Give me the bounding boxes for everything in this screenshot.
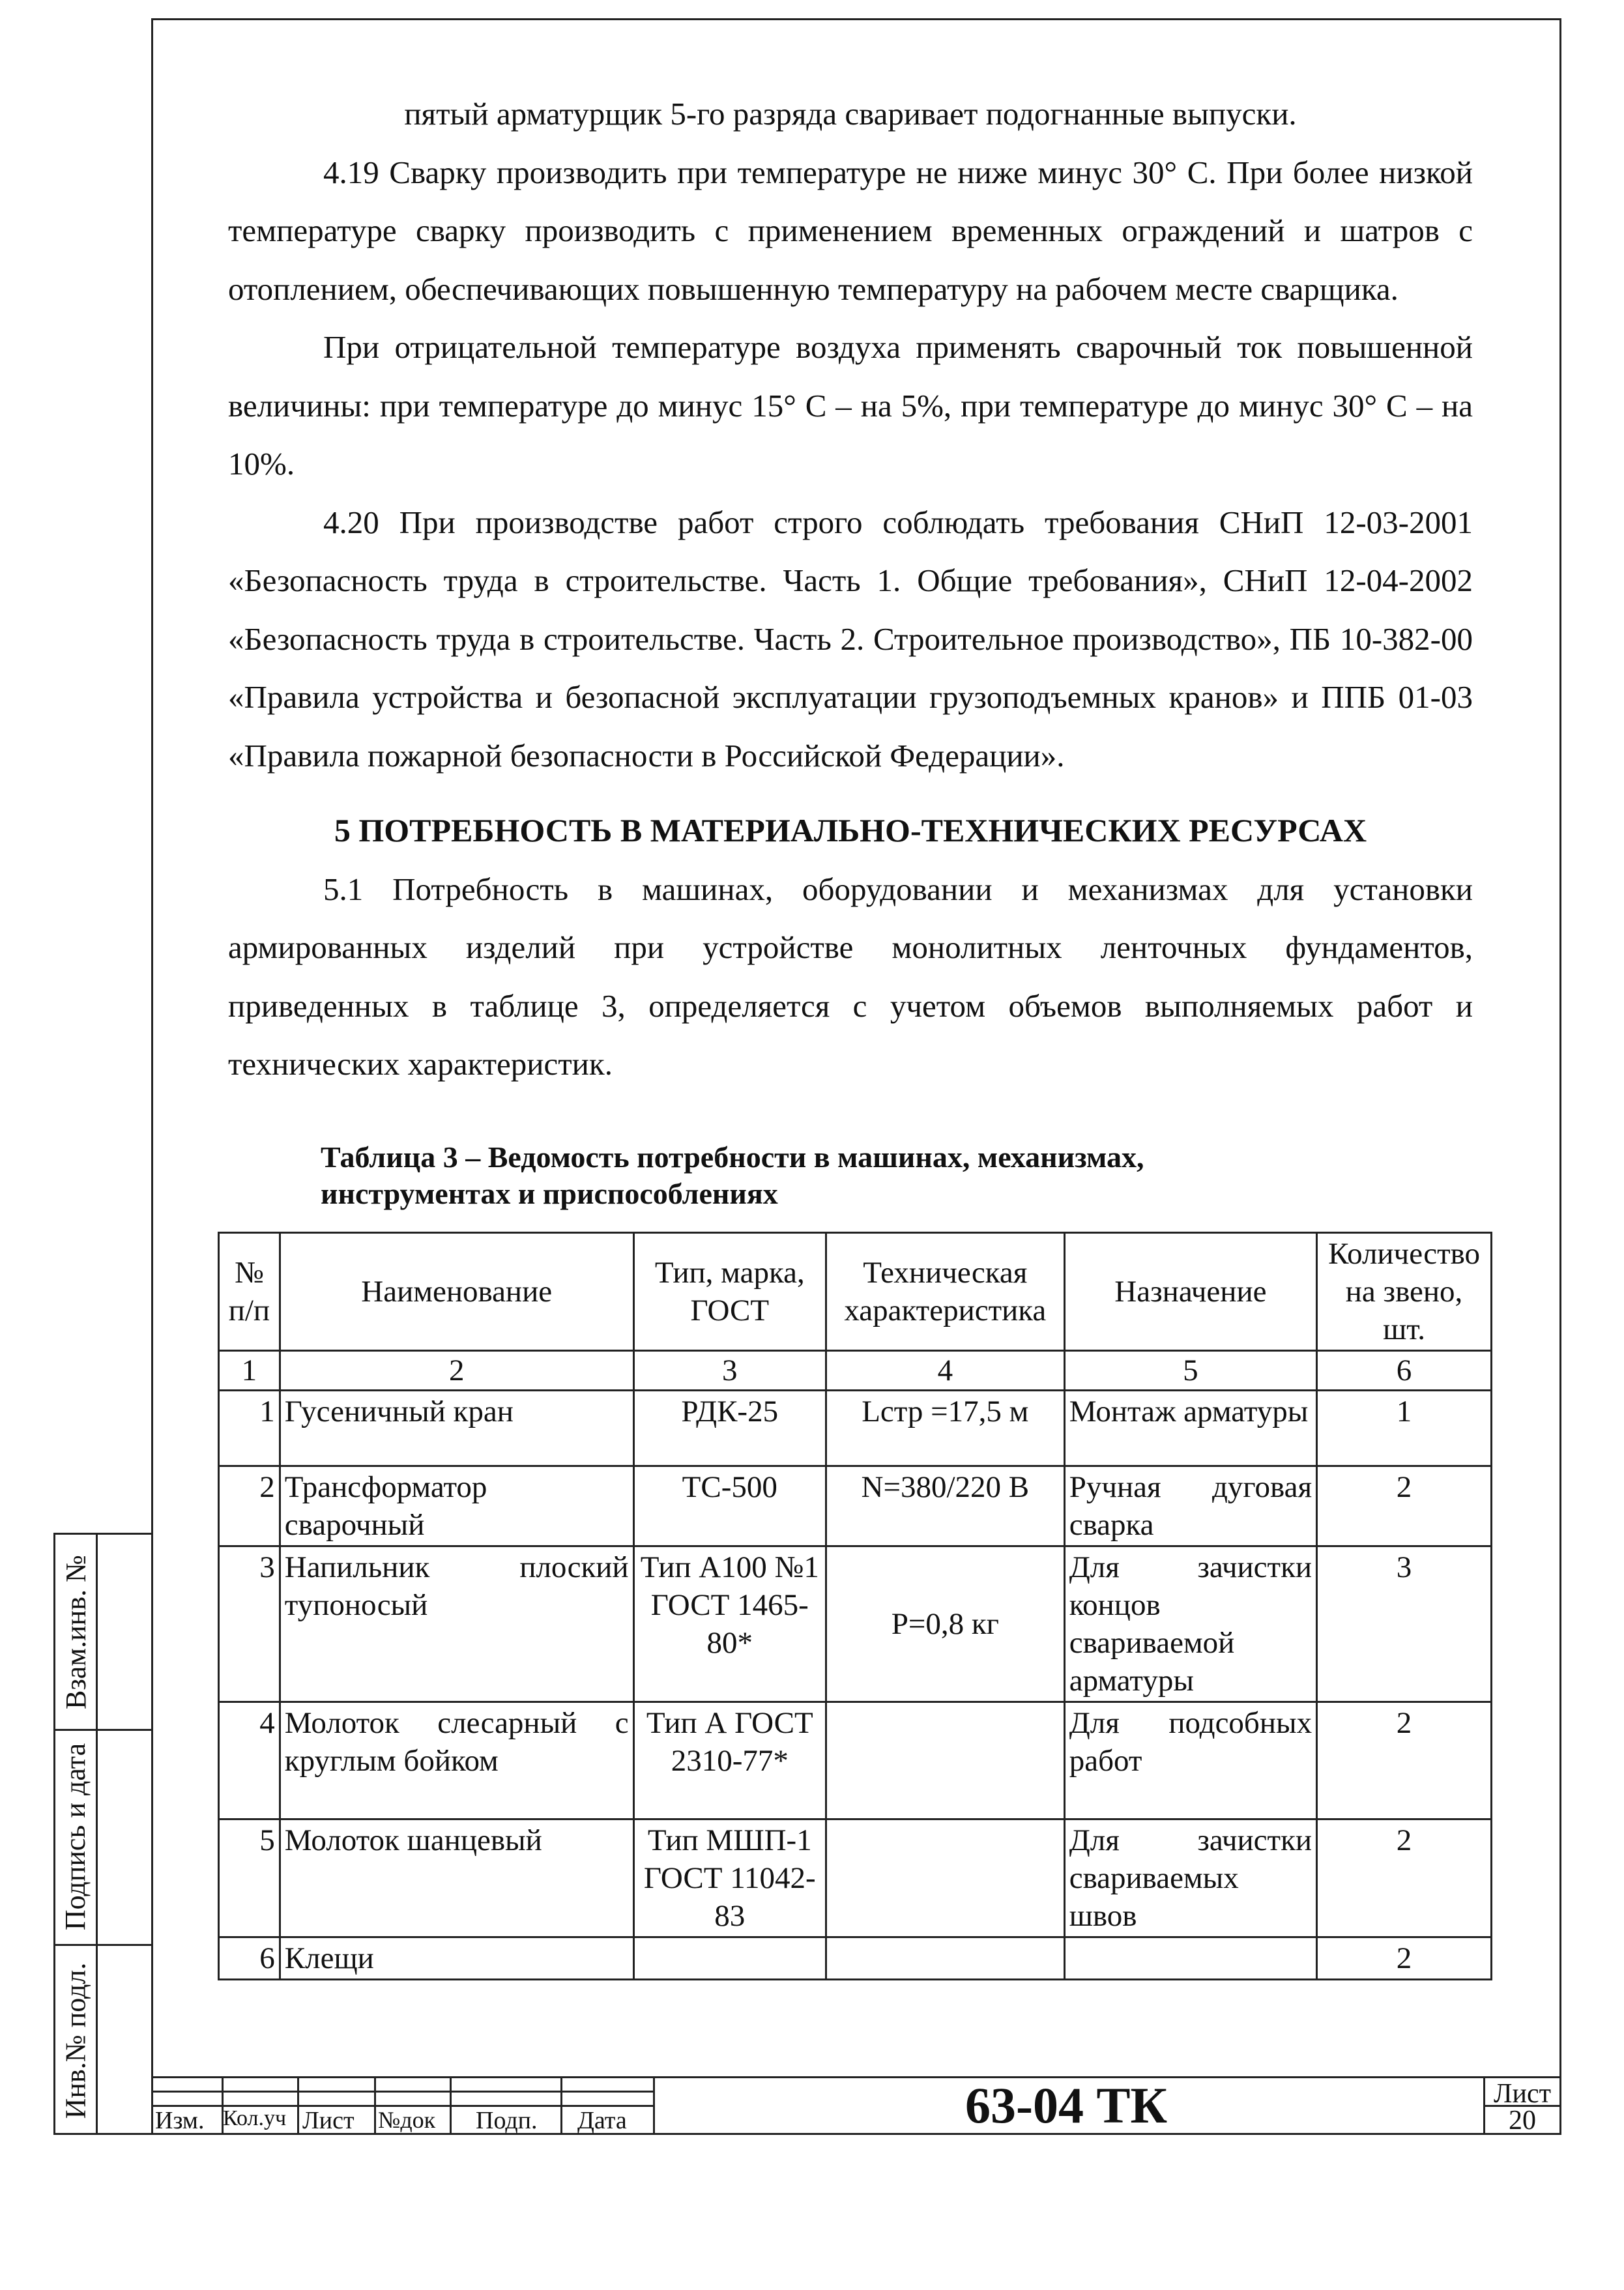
column-number: 2 [280,1351,633,1391]
cell-no: 6 [219,1937,280,1980]
document-code: 63-04 ТК [964,2077,1168,2134]
table-caption-line: инструментах и приспособлениях [321,1177,778,1210]
table-caption-line: Таблица 3 – Ведомость потребности в машинах, механизмах, [321,1140,1144,1174]
cell-type: РДК-25 [633,1391,826,1466]
cell-spec: N=380/220 В [826,1466,1064,1546]
cell-name: Молоток шанцевый [280,1819,633,1937]
cell-no: 5 [219,1819,280,1937]
cell-purpose [1064,1937,1316,1980]
column-number: 3 [633,1351,826,1391]
cell-purpose: Ручная дуговая сварка [1064,1466,1316,1546]
cell-no: 3 [219,1546,280,1702]
stamp-label: Изм. [155,2107,205,2134]
cell-no: 2 [219,1466,280,1546]
paragraph: 4.19 Сварку производить при температуре не ниже минус 30° С. При более низкой температуре сварку производить с применением временных ограждений и шатров с отоплением, обеспечивающих повышенную температуру на рабочем месте сварщика. [228,154,1473,307]
cell-spec: Lстр =17,5 м [826,1391,1064,1466]
cell-name: Трансформатор сварочный [280,1466,633,1546]
sheet-label: Лист [1494,2079,1551,2109]
cell-spec [826,1702,1064,1819]
cell-purpose: Для подсобных работ [1064,1702,1316,1819]
cell-spec [826,1937,1064,1980]
sign-date-label: Подпись и дата [59,1743,92,1930]
cell-purpose: Монтаж арматуры [1064,1391,1316,1466]
column-number: 6 [1317,1351,1492,1391]
table-header: Количество на звено, шт. [1317,1233,1492,1351]
cell-type: ТС-500 [633,1466,826,1546]
cell-name: Клещи [280,1937,633,1980]
column-number: 5 [1064,1351,1316,1391]
body-text [228,85,1473,1094]
column-number: 1 [219,1351,280,1391]
cell-qty: 2 [1317,1937,1492,1980]
cell-type: Тип А ГОСТ 2310-77* [633,1702,826,1819]
stamp-label: Подп. [476,2107,538,2134]
table-row [219,1702,1492,1819]
table-row [219,1391,1492,1466]
table-header: Тип, марка, ГОСТ [633,1233,826,1351]
table-row [219,1546,1492,1702]
binding-strip [53,1533,151,2135]
paragraph: При отрицательной температуре воздуха применять сварочный ток повышенной величины: при температуре до минус 15° С – на 5%, при температуре до минус 30° С – на 10%. [228,329,1473,482]
cell-qty: 2 [1317,1702,1492,1819]
cell-purpose: Для зачистки свариваемых швов [1064,1819,1316,1937]
stamp-label: Кол.уч [223,2106,287,2130]
table-header: Наименование [280,1233,633,1351]
table-row [219,1466,1492,1546]
inv-orig-label: Инв.№ подл. [59,1962,92,2119]
table-header: Назначение [1064,1233,1316,1351]
cell-type: Тип А100 №1 ГОСТ 1465-80* [633,1546,826,1702]
cell-no: 1 [219,1391,280,1466]
table-caption [321,1139,1494,1212]
paragraph: пятый арматурщик 5-го разряда сваривает подогнанные выпуски. [404,96,1297,132]
table-header: Техническая характеристика [826,1233,1064,1351]
cell-spec [826,1819,1064,1937]
stamp-label: №док [378,2107,436,2133]
cell-name: Напильник плоский тупоносый [280,1546,633,1702]
table-row [219,1937,1492,1980]
cell-spec: Р=0,8 кг [826,1546,1064,1702]
paragraph: 4.20 При производстве работ строго соблюдать требования СНиП 12-03-2001 «Безопасность труда в строительстве. Часть 1. Общие требования», СНиП 12-04-2002 «Безопасность труда в строительстве. Часть 2. Строительное производство», ПБ 10-382-00 «Правила устройства и безопасной эксплуатации грузоподъемных кранов» и ППБ 01-03 «Правила пожарной безопасности в Российской Федерации». [228,504,1473,774]
cell-name: Гусеничный кран [280,1391,633,1466]
cell-type: Тип МШП-1 ГОСТ 11042-83 [633,1819,826,1937]
replace-inv-label: Взам.инв. № [59,1554,92,1709]
cell-purpose: Для зачистки концов свариваемой арматуры [1064,1546,1316,1702]
resources-table [218,1232,1492,1980]
column-number: 4 [826,1351,1064,1391]
paragraph: 5.1 Потребность в машинах, оборудовании и механизмах для установки армированных изделий при устройстве монолитных ленточных фундаментов, приведенных в таблице 3, определяется с учетом объемов выполняемых работ и технических характеристик. [228,871,1473,1082]
table-header: № п/п [219,1233,280,1351]
cell-type [633,1937,826,1980]
cell-qty: 1 [1317,1391,1492,1466]
stamp-label: Дата [577,2107,627,2134]
cell-qty: 3 [1317,1546,1492,1702]
cell-name: Молоток слесарный с круглым бойком [280,1702,633,1819]
cell-qty: 2 [1317,1819,1492,1937]
table-row [219,1819,1492,1937]
sheet-number: 20 [1509,2106,1536,2136]
section-heading: 5 ПОТРЕБНОСТЬ В МАТЕРИАЛЬНО-ТЕХНИЧЕСКИХ РЕСУРСАХ [334,812,1367,848]
cell-qty: 2 [1317,1466,1492,1546]
stamp-label: Лист [302,2107,355,2134]
cell-no: 4 [219,1702,280,1819]
